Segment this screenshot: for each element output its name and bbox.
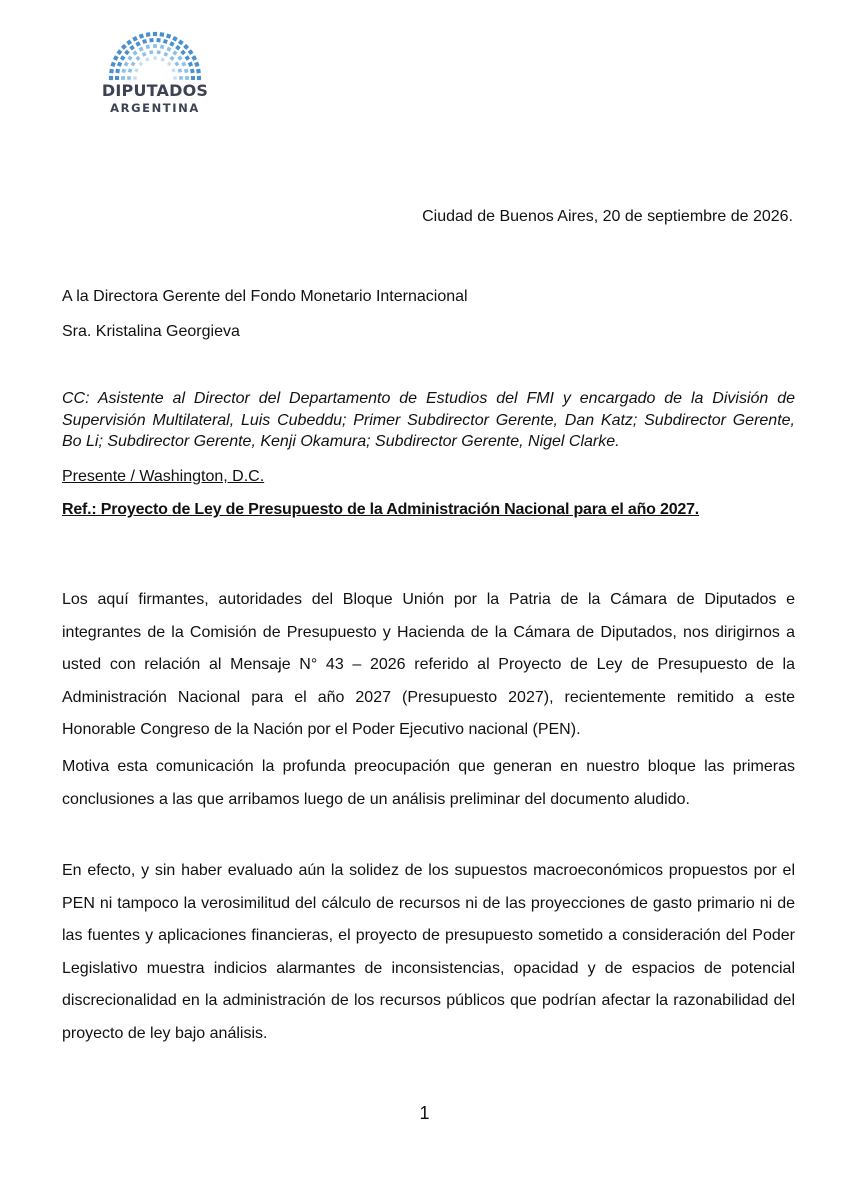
letter-addressee: A la Directora Gerente del Fondo Monetario Internacional — [62, 288, 468, 305]
cc-recipients: CC: Asistente al Director del Departamento de Estudios del FMI y encargado de la División de Supervisión Multilateral, Luis Cubeddu; Primer Subdirector Gerente, Dan Katz; Subdirector Gerente, Bo Li; Subdirector Gerente, Kenji Okamura; Subdirector Gerente, Nigel Clarke. — [62, 390, 795, 450]
body-paragraph-3: En efecto, y sin haber evaluado aún la solidez de los supuestos macroeconómicos propuestos por el PEN ni tampoco la verosimilitud del cálculo de recursos ni de las proyecciones de gasto primario ni de las fuentes y aplicaciones financieras, el proyecto de presupuesto sometido a consideración del Poder Legislativo muestra indicios alarmantes de inconsistencias, opacidad y de espacios de potencial discrecionalidad en la administración de los recursos públicos que podrían afectar la razonabilidad del proyecto de ley bajo análisis. — [62, 862, 795, 1042]
page-number: 1 — [419, 1103, 430, 1123]
hemicycle-logo-icon — [96, 30, 214, 82]
letter-date: Ciudad de Buenos Aires, 20 de septiembre de 2026. — [422, 208, 793, 225]
body-paragraph-1: Los aquí firmantes, autoridades del Bloque Unión por la Patria de la Cámara de Diputados e integrantes de la Comisión de Presupuesto y Hacienda de la Cámara de Diputados, nos dirigirnos a usted con relación al Mensaje N° 43 – 2026 referido al Proyecto de Ley de Presupuesto de la Administración Nacional para el año 2027 (Presupuesto 2027), recientemente remitido a este Honorable Congreso de la Nación por el Poder Ejecutivo nacional (PEN). — [62, 591, 795, 738]
body-paragraph-2: Motiva esta comunicación la profunda preocupación que generan en nuestro bloque las primeras conclusiones a las que arribamos luego de un análisis preliminar del documento aludido. — [62, 758, 795, 808]
logo-country: ARGENTINA — [110, 101, 200, 115]
reference-line: Ref.: Proyecto de Ley de Presupuesto de la Administración Nacional para el año 2027. — [62, 501, 700, 518]
logo-name: DIPUTADOS — [101, 81, 209, 100]
presente-line: Presente / Washington, D.C. — [62, 468, 265, 485]
recipient-name: Sra. Kristalina Georgieva — [62, 323, 240, 340]
